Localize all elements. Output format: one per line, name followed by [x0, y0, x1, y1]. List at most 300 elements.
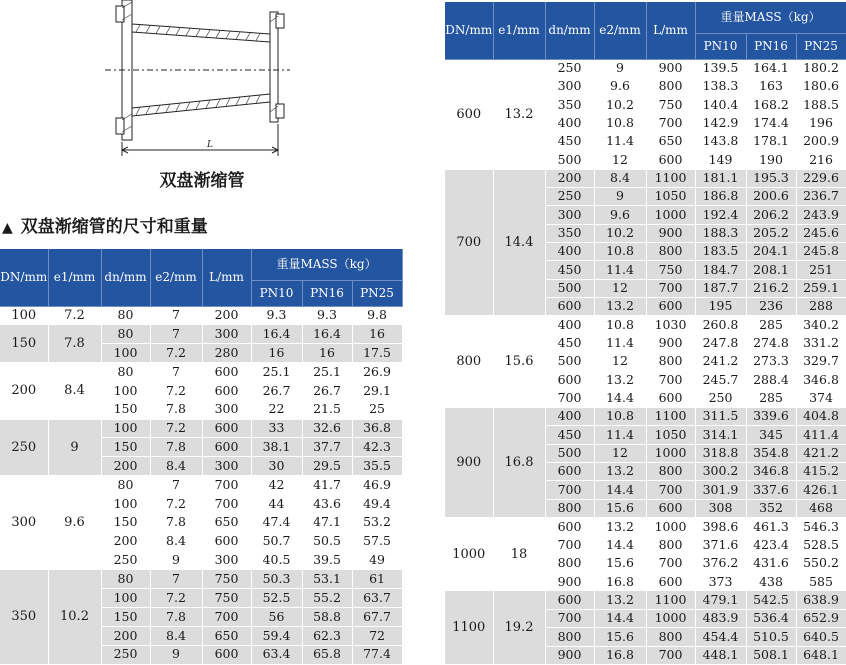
cell-pn16: 178.1	[746, 132, 796, 150]
cell-l: 300	[202, 325, 251, 344]
cell-pn10: 52.5	[251, 589, 302, 608]
cell-l: 600	[202, 363, 251, 382]
spec-table-left-body	[0, 306, 402, 664]
cell-e2: 11.4	[594, 261, 646, 279]
cell-dn-small: 800	[545, 554, 594, 572]
cell-e2: 10.8	[594, 316, 646, 334]
cell-l: 650	[202, 513, 251, 532]
header-dn: DN/mm	[0, 249, 48, 306]
cell-l: 600	[646, 297, 695, 315]
cell-dn-small: 700	[545, 389, 594, 407]
cell-pn10: 376.2	[695, 554, 746, 572]
cell-l: 1100	[646, 169, 695, 187]
cell-pn10: 188.3	[695, 224, 746, 242]
cell-pn25: 245.6	[796, 224, 846, 242]
cell-pn25: 16	[352, 325, 402, 344]
cell-pn16: 58.8	[302, 608, 352, 627]
cell-e2: 7.8	[150, 608, 202, 627]
cell-pn25: 200.9	[796, 132, 846, 150]
cell-pn16: 352	[746, 499, 796, 517]
header-dn: DN/mm	[445, 2, 493, 59]
cell-l: 600	[202, 381, 251, 400]
cell-pn16: 43.6	[302, 494, 352, 513]
cell-pn10: 247.8	[695, 334, 746, 352]
cell-l: 800	[646, 628, 695, 646]
cell-l: 700	[202, 608, 251, 627]
cell-e2: 8.4	[150, 626, 202, 645]
cell-pn25: 42.3	[352, 438, 402, 457]
cell-pn25: 329.7	[796, 353, 846, 371]
cell-e1: 18	[493, 518, 545, 591]
cell-dn-small: 500	[545, 279, 594, 297]
table-row	[445, 169, 846, 187]
spec-table-left	[0, 249, 403, 665]
cell-pn16: 438	[746, 573, 796, 591]
cell-e1: 9.6	[48, 476, 101, 570]
cell-pn25: 9.8	[352, 306, 402, 325]
header-e1: e1/mm	[48, 249, 101, 306]
cell-dn-small: 80	[101, 306, 150, 325]
cell-pn16: 236	[746, 297, 796, 315]
cell-pn16: 508.1	[746, 646, 796, 664]
cell-pn25: 243.9	[796, 206, 846, 224]
cell-pn10: 22	[251, 400, 302, 419]
header-pn25: PN25	[796, 33, 846, 59]
cell-e2: 7	[150, 306, 202, 325]
cell-pn16: 62.3	[302, 626, 352, 645]
cell-dn: 800	[445, 316, 493, 408]
cell-pn10: 479.1	[695, 591, 746, 609]
cell-dn-small: 150	[101, 608, 150, 627]
cell-pn10: 40.5	[251, 551, 302, 570]
cell-pn10: 181.1	[695, 169, 746, 187]
cell-dn-small: 250	[545, 187, 594, 205]
table-row	[445, 59, 846, 77]
cell-pn16: 53.1	[302, 570, 352, 589]
cell-pn25: 72	[352, 626, 402, 645]
cell-pn16: 216.2	[746, 279, 796, 297]
cell-l: 800	[646, 242, 695, 260]
cell-pn16: 164.1	[746, 59, 796, 77]
cell-e2: 16.8	[594, 573, 646, 591]
cell-pn16: 273.3	[746, 353, 796, 371]
cell-e2: 14.4	[594, 609, 646, 627]
cell-pn16: 431.6	[746, 554, 796, 572]
cell-pn16: 346.8	[746, 463, 796, 481]
cell-l: 700	[646, 481, 695, 499]
header-pn10: PN10	[695, 33, 746, 59]
cell-pn25: 546.3	[796, 518, 846, 536]
cell-l: 1100	[646, 408, 695, 426]
cell-pn25: 49.4	[352, 494, 402, 513]
cell-pn16: 339.6	[746, 408, 796, 426]
cell-pn10: 448.1	[695, 646, 746, 664]
cell-pn16: 39.5	[302, 551, 352, 570]
spec-table-right-body	[445, 59, 846, 664]
header-e1: e1/mm	[493, 2, 545, 59]
cell-l: 600	[202, 438, 251, 457]
cell-dn: 1100	[445, 591, 493, 664]
cell-pn25: 404.8	[796, 408, 846, 426]
table-row	[0, 306, 402, 325]
cell-dn-small: 600	[545, 371, 594, 389]
cell-pn10: 149	[695, 151, 746, 169]
cell-pn16: 536.4	[746, 609, 796, 627]
cell-l: 300	[202, 457, 251, 476]
cell-pn16: 423.4	[746, 536, 796, 554]
cell-pn10: 16.4	[251, 325, 302, 344]
cell-pn25: 648.1	[796, 646, 846, 664]
cell-e2: 9	[594, 59, 646, 77]
cell-pn10: 371.6	[695, 536, 746, 554]
header-dn-small: dn/mm	[101, 249, 150, 306]
cell-dn-small: 80	[101, 476, 150, 495]
cell-e2: 7.2	[150, 494, 202, 513]
dimension-l-label: L	[207, 140, 213, 150]
table-row	[445, 316, 846, 334]
cell-pn16: 174.4	[746, 114, 796, 132]
cell-pn10: 143.8	[695, 132, 746, 150]
cell-e2: 11.4	[594, 132, 646, 150]
cell-pn16: 16.4	[302, 325, 352, 344]
cell-e2: 14.4	[594, 536, 646, 554]
cell-pn25: 585	[796, 573, 846, 591]
cell-pn16: 285	[746, 389, 796, 407]
cell-pn16: 337.6	[746, 481, 796, 499]
cell-e1: 10.2	[48, 570, 101, 664]
cell-e2: 12	[594, 151, 646, 169]
cell-pn10: 33	[251, 419, 302, 438]
cell-dn-small: 400	[545, 408, 594, 426]
cell-pn10: 308	[695, 499, 746, 517]
cell-pn16: 47.1	[302, 513, 352, 532]
cell-e2: 9	[594, 187, 646, 205]
cell-l: 900	[646, 334, 695, 352]
table-row	[0, 363, 402, 382]
cell-l: 1100	[646, 591, 695, 609]
cell-e2: 11.4	[594, 426, 646, 444]
cell-pn25: 288	[796, 297, 846, 315]
cell-pn25: 53.2	[352, 513, 402, 532]
cell-pn10: 314.1	[695, 426, 746, 444]
cell-pn16: 55.2	[302, 589, 352, 608]
cell-pn16: 285	[746, 316, 796, 334]
cell-pn16: 41.7	[302, 476, 352, 495]
reducer-drawing	[95, 0, 295, 160]
cell-dn-small: 450	[545, 426, 594, 444]
cell-dn-small: 600	[545, 463, 594, 481]
cell-l: 1050	[646, 187, 695, 205]
cell-pn10: 139.5	[695, 59, 746, 77]
cell-pn10: 245.7	[695, 371, 746, 389]
cell-e2: 10.8	[594, 242, 646, 260]
header-pn25: PN25	[352, 280, 402, 306]
cell-dn-small: 600	[545, 518, 594, 536]
cell-pn25: 57.5	[352, 532, 402, 551]
cell-e2: 7	[150, 363, 202, 382]
cell-pn16: 510.5	[746, 628, 796, 646]
cell-dn-small: 100	[101, 589, 150, 608]
cell-dn-small: 200	[101, 626, 150, 645]
cell-dn-small: 900	[545, 646, 594, 664]
cell-l: 600	[646, 573, 695, 591]
cell-l: 700	[202, 494, 251, 513]
table-row	[0, 325, 402, 344]
cell-pn25: 468	[796, 499, 846, 517]
cell-pn10: 16	[251, 344, 302, 363]
cell-pn25: 26.9	[352, 363, 402, 382]
cell-pn16: 288.4	[746, 371, 796, 389]
cell-pn16: 163	[746, 77, 796, 95]
cell-dn-small: 450	[545, 261, 594, 279]
cell-pn25: 652.9	[796, 609, 846, 627]
table-row	[0, 419, 402, 438]
cell-l: 280	[202, 344, 251, 363]
cell-pn25: 180.2	[796, 59, 846, 77]
cell-pn10: 50.7	[251, 532, 302, 551]
cell-e1: 8.4	[48, 363, 101, 420]
cell-pn16: 206.2	[746, 206, 796, 224]
cell-l: 750	[202, 570, 251, 589]
cell-dn-small: 200	[545, 169, 594, 187]
cell-dn: 250	[0, 419, 48, 476]
cell-l: 1000	[646, 518, 695, 536]
cell-pn25: 61	[352, 570, 402, 589]
section-title-text: 双盘渐缩管的尺寸和重量	[20, 217, 208, 237]
cell-l: 600	[202, 419, 251, 438]
header-pn16: PN16	[302, 280, 352, 306]
cell-e2: 13.2	[594, 297, 646, 315]
cell-dn-small: 500	[545, 353, 594, 371]
cell-dn-small: 300	[545, 77, 594, 95]
cell-l: 650	[646, 132, 695, 150]
cell-pn10: 187.7	[695, 279, 746, 297]
cell-l: 700	[646, 279, 695, 297]
cell-dn: 900	[445, 408, 493, 518]
cell-e2: 15.6	[594, 554, 646, 572]
cell-pn10: 9.3	[251, 306, 302, 325]
cell-pn25: 216	[796, 151, 846, 169]
cell-dn: 100	[0, 306, 48, 325]
cell-pn10: 50.3	[251, 570, 302, 589]
cell-pn10: 63.4	[251, 645, 302, 664]
cell-pn10: 483.9	[695, 609, 746, 627]
cell-pn25: 77.4	[352, 645, 402, 664]
cell-e2: 8.4	[150, 532, 202, 551]
cell-pn10: 30	[251, 457, 302, 476]
cell-pn25: 331.2	[796, 334, 846, 352]
cell-dn-small: 600	[545, 591, 594, 609]
cell-e2: 15.6	[594, 628, 646, 646]
section-title	[2, 212, 208, 237]
cell-l: 1030	[646, 316, 695, 334]
cell-dn-small: 700	[545, 609, 594, 627]
cell-pn25: 25	[352, 400, 402, 419]
cell-pn25: 426.1	[796, 481, 846, 499]
cell-l: 650	[202, 626, 251, 645]
cell-dn-small: 150	[101, 513, 150, 532]
cell-dn-small: 500	[545, 444, 594, 462]
cell-e2: 7.2	[150, 419, 202, 438]
cell-pn16: 195.3	[746, 169, 796, 187]
header-e2: e2/mm	[594, 2, 646, 59]
cell-e2: 13.2	[594, 463, 646, 481]
cell-dn-small: 350	[545, 224, 594, 242]
cell-e2: 9.6	[594, 206, 646, 224]
cell-l: 750	[646, 96, 695, 114]
cell-pn10: 42	[251, 476, 302, 495]
cell-pn25: 29.1	[352, 381, 402, 400]
cell-pn16: 461.3	[746, 518, 796, 536]
table-row	[445, 408, 846, 426]
cell-l: 800	[646, 536, 695, 554]
header-mass: 重量MASS（kg）	[695, 2, 846, 33]
cell-pn25: 415.2	[796, 463, 846, 481]
cell-pn10: 186.8	[695, 187, 746, 205]
cell-pn16: 542.5	[746, 591, 796, 609]
cell-pn10: 38.1	[251, 438, 302, 457]
cell-l: 600	[646, 151, 695, 169]
cell-dn-small: 300	[545, 206, 594, 224]
cell-pn25: 46.9	[352, 476, 402, 495]
cell-e1: 14.4	[493, 169, 545, 316]
cell-e2: 9.6	[594, 77, 646, 95]
cell-l: 700	[646, 646, 695, 664]
cell-dn-small: 100	[101, 494, 150, 513]
cell-pn16: 16	[302, 344, 352, 363]
cell-pn10: 300.2	[695, 463, 746, 481]
cell-e2: 15.6	[594, 499, 646, 517]
cell-pn25: 188.5	[796, 96, 846, 114]
cell-e1: 19.2	[493, 591, 545, 664]
cell-dn-small: 800	[545, 499, 594, 517]
cell-e2: 9	[150, 551, 202, 570]
cell-e2: 13.2	[594, 591, 646, 609]
cell-pn25: 411.4	[796, 426, 846, 444]
cell-e2: 13.2	[594, 371, 646, 389]
cell-e2: 7.8	[150, 400, 202, 419]
cell-dn-small: 100	[101, 381, 150, 400]
cell-l: 200	[202, 306, 251, 325]
cell-l: 800	[646, 77, 695, 95]
cell-dn-small: 400	[545, 114, 594, 132]
cell-dn-small: 350	[545, 96, 594, 114]
cell-pn10: 25.1	[251, 363, 302, 382]
cell-pn16: 168.2	[746, 96, 796, 114]
cell-e2: 10.2	[594, 96, 646, 114]
cell-pn10: 140.4	[695, 96, 746, 114]
cell-pn25: 638.9	[796, 591, 846, 609]
cell-l: 700	[646, 114, 695, 132]
cell-l: 300	[202, 551, 251, 570]
cell-e2: 12	[594, 444, 646, 462]
cell-l: 900	[646, 224, 695, 242]
cell-pn10: 301.9	[695, 481, 746, 499]
cell-pn10: 454.4	[695, 628, 746, 646]
cell-l: 1000	[646, 444, 695, 462]
header-l: L/mm	[202, 249, 251, 306]
cell-l: 1050	[646, 426, 695, 444]
cell-pn25: 67.7	[352, 608, 402, 627]
cell-pn16: 204.1	[746, 242, 796, 260]
cell-dn-small: 500	[545, 151, 594, 169]
cell-pn10: 373	[695, 573, 746, 591]
cell-e2: 8.4	[150, 457, 202, 476]
cell-dn-small: 80	[101, 325, 150, 344]
cell-pn25: 180.6	[796, 77, 846, 95]
cell-dn: 1000	[445, 518, 493, 591]
cell-dn-small: 450	[545, 132, 594, 150]
cell-pn10: 26.7	[251, 381, 302, 400]
cell-l: 600	[202, 645, 251, 664]
cell-dn-small: 100	[101, 344, 150, 363]
cell-e2: 7.8	[150, 438, 202, 457]
cell-pn25: 236.7	[796, 187, 846, 205]
cell-dn: 600	[445, 59, 493, 169]
cell-l: 1000	[646, 206, 695, 224]
cell-e2: 7	[150, 476, 202, 495]
cell-dn: 150	[0, 325, 48, 363]
cell-pn16: 274.8	[746, 334, 796, 352]
cell-e2: 8.4	[594, 169, 646, 187]
cell-l: 750	[646, 261, 695, 279]
cell-e1: 15.6	[493, 316, 545, 408]
cell-pn16: 37.7	[302, 438, 352, 457]
cell-pn10: 59.4	[251, 626, 302, 645]
cell-e2: 11.4	[594, 334, 646, 352]
cell-l: 600	[202, 532, 251, 551]
cell-pn25: 528.5	[796, 536, 846, 554]
cell-pn25: 340.2	[796, 316, 846, 334]
table-row	[445, 591, 846, 609]
cell-pn25: 49	[352, 551, 402, 570]
cell-e2: 9	[150, 645, 202, 664]
cell-pn25: 245.8	[796, 242, 846, 260]
cell-dn-small: 700	[545, 536, 594, 554]
cell-dn-small: 150	[101, 400, 150, 419]
cell-e1: 13.2	[493, 59, 545, 169]
cell-l: 900	[646, 59, 695, 77]
drawing-caption: 双盘渐缩管	[159, 171, 245, 191]
cell-dn-small: 250	[101, 551, 150, 570]
cell-pn25: 421.2	[796, 444, 846, 462]
cell-pn25: 17.5	[352, 344, 402, 363]
cell-pn16: 32.6	[302, 419, 352, 438]
cell-pn16: 345	[746, 426, 796, 444]
cell-l: 1000	[646, 609, 695, 627]
cell-pn25: 229.6	[796, 169, 846, 187]
cell-e2: 7	[150, 325, 202, 344]
cell-pn25: 550.2	[796, 554, 846, 572]
cell-dn: 200	[0, 363, 48, 420]
cell-pn10: 184.7	[695, 261, 746, 279]
cell-dn-small: 800	[545, 628, 594, 646]
cell-dn-small: 80	[101, 363, 150, 382]
triangle-icon: ▲	[2, 220, 13, 236]
cell-e2: 14.4	[594, 389, 646, 407]
cell-dn-small: 600	[545, 297, 594, 315]
header-e2: e2/mm	[150, 249, 202, 306]
cell-pn10: 56	[251, 608, 302, 627]
cell-pn16: 65.8	[302, 645, 352, 664]
cell-pn16: 21.5	[302, 400, 352, 419]
cell-pn25: 346.8	[796, 371, 846, 389]
header-l: L/mm	[646, 2, 695, 59]
cell-pn16: 208.1	[746, 261, 796, 279]
cell-dn: 300	[0, 476, 48, 570]
cell-dn-small: 250	[101, 645, 150, 664]
cell-pn10: 47.4	[251, 513, 302, 532]
